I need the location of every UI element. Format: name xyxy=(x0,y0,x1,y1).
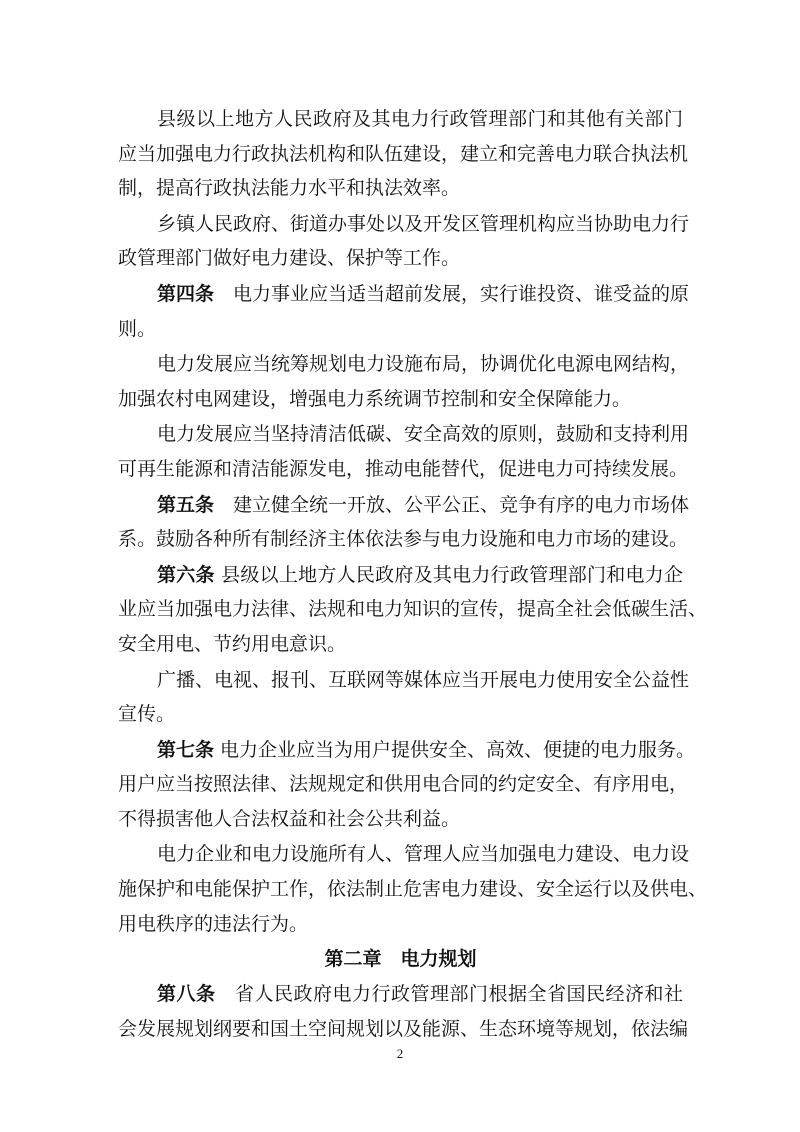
paragraph xyxy=(118,102,689,206)
article-paragraph xyxy=(118,277,690,346)
text-line xyxy=(118,382,683,417)
paragraph xyxy=(118,663,690,732)
text-line xyxy=(118,277,690,312)
text-line xyxy=(118,627,683,662)
line-text: 电力企业应当为用户提供安全、高效、便捷的电力服务。 xyxy=(214,738,696,761)
text-line xyxy=(118,312,683,347)
line-text: 建立健全统一开放、公平公正、竞争有序的电力市场体 xyxy=(214,493,690,516)
text-line xyxy=(118,102,683,137)
text-line xyxy=(118,347,690,382)
text-line xyxy=(118,592,708,627)
text-line xyxy=(118,733,696,768)
article-paragraph xyxy=(118,733,696,837)
text-line xyxy=(118,837,690,872)
text-line xyxy=(118,802,683,837)
line-text: 乡镇人民政府、街道办事处以及开发区管理机构应当协助电力行 xyxy=(157,212,690,235)
paragraph xyxy=(118,837,708,941)
line-text: 可再生能源和清洁能源发电，推动电能替代，促进电力可持续发展。 xyxy=(118,457,689,480)
text-line xyxy=(118,872,708,907)
line-text: 电力事业应当适当超前发展，实行谁投资、谁受益的原 xyxy=(214,282,690,305)
line-text: 用户应当按照法律、法规规定和供用电合同的约定安全、有序用电， xyxy=(118,773,689,796)
text-line xyxy=(118,663,690,698)
article-paragraph xyxy=(118,977,689,1046)
paragraph xyxy=(118,207,690,276)
line-text: 制，提高行政执法能力水平和执法效率。 xyxy=(118,177,461,200)
line-text: 施保护和电能保护工作，依法制止危害电力建设、安全运行以及供电、 xyxy=(118,878,708,901)
text-line xyxy=(118,697,683,732)
text-line xyxy=(118,452,689,487)
line-text: 会发展规划纲要和国土空间规划以及能源、生态环境等规划，依法编 xyxy=(118,1017,689,1040)
text-line xyxy=(118,488,690,523)
line-text: 电力企业和电力设施所有人、管理人应当加强电力建设、电力设 xyxy=(157,843,690,866)
text-line xyxy=(118,558,683,593)
chapter-heading: 第二章 电力规划 xyxy=(324,948,477,971)
text-line xyxy=(118,522,689,557)
text-line xyxy=(118,207,690,242)
article-number: 第八条 xyxy=(157,983,216,1006)
line-text: 宣传。 xyxy=(118,703,176,726)
line-text: 业应当加强电力法律、法规和电力知识的宣传，提高全社会低碳生活、 xyxy=(118,598,708,621)
article-paragraph xyxy=(118,558,708,662)
article-number: 第四条 xyxy=(157,282,215,305)
line-text: 电力发展应当统筹规划电力设施布局，协调优化电源电网结构， xyxy=(157,353,690,376)
line-text: 应当加强电力行政执法机构和队伍建设，建立和完善电力联合执法机 xyxy=(118,142,689,165)
text-line xyxy=(118,241,683,276)
text-line xyxy=(118,171,683,206)
article-number: 第五条 xyxy=(157,493,215,516)
paragraph xyxy=(118,347,690,416)
article-number: 第六条 xyxy=(157,563,215,586)
line-text: 则。 xyxy=(118,317,157,340)
line-text: 广播、电视、报刊、互联网等媒体应当开展电力使用安全公益性 xyxy=(157,668,690,691)
text-line xyxy=(118,137,689,172)
line-text: 安全用电、节约用电意识。 xyxy=(118,632,347,655)
article-number: 第七条 xyxy=(157,738,215,761)
line-text: 县级以上地方人民政府及其电力行政管理部门和其他有关部门 xyxy=(157,108,683,130)
document-body xyxy=(118,102,708,1047)
text-line xyxy=(118,977,683,1012)
paragraph xyxy=(118,417,690,486)
line-text: 不得损害他人合法权益和社会公共利益。 xyxy=(118,807,461,830)
line-text: 政管理部门做好电力建设、保护等工作。 xyxy=(118,247,461,270)
line-text: 加强农村电网建设，增强电力系统调节控制和安全保障能力。 xyxy=(118,387,632,410)
text-line xyxy=(118,767,689,802)
page-number: 2 xyxy=(396,1046,404,1061)
text-line xyxy=(118,907,683,942)
line-text: 县级以上地方人民政府及其电力行政管理部门和电力企 xyxy=(214,563,683,586)
text-line xyxy=(118,417,690,452)
article-paragraph xyxy=(118,488,690,557)
line-text: 用电秩序的违法行为。 xyxy=(118,912,309,935)
text-line xyxy=(118,1012,689,1047)
line-text: 电力发展应当坚持清洁低碳、安全高效的原则，鼓励和支持利用 xyxy=(157,423,690,446)
line-text: 省人民政府电力行政管理部门根据全省国民经济和社 xyxy=(215,983,683,1006)
line-text: 系。鼓励各种所有制经济主体依法参与电力设施和电力市场的建设。 xyxy=(118,528,689,551)
